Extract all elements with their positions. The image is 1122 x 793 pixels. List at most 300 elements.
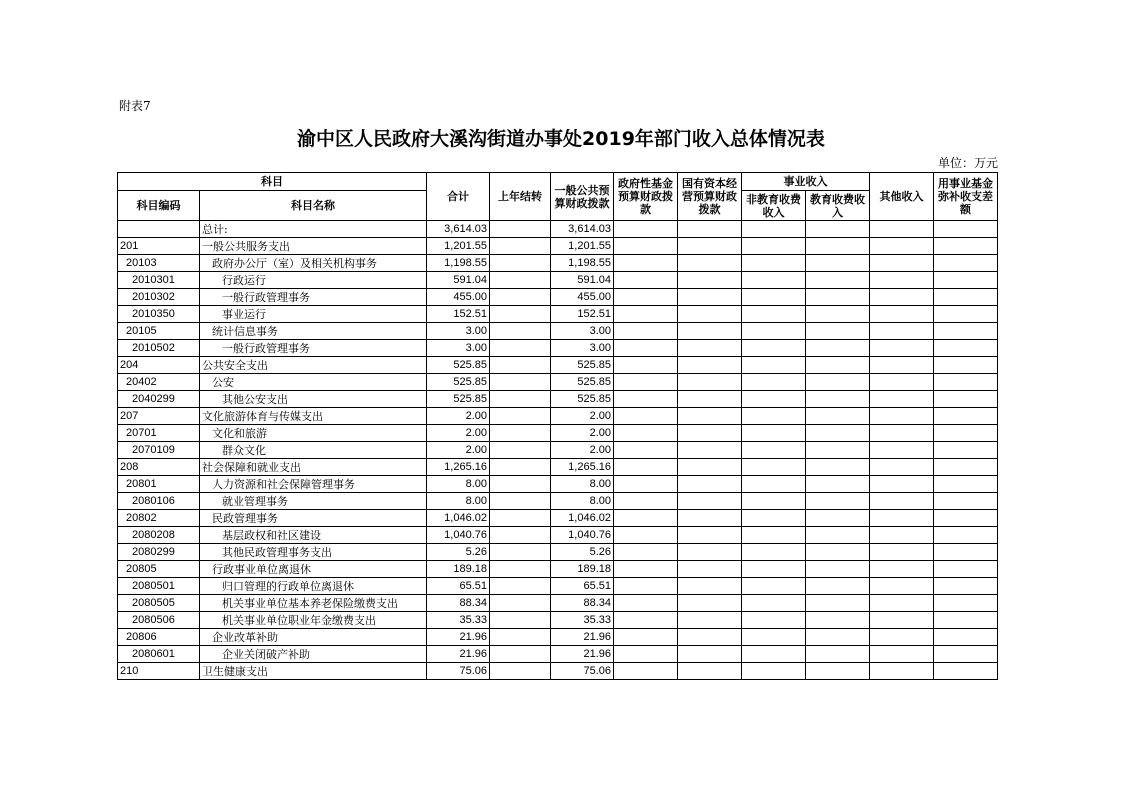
cell-general-budget: 525.85 [551, 391, 614, 408]
header-edu-fee: 教育收费收入 [806, 191, 870, 221]
table-row [118, 306, 998, 323]
cell-edu-fee [806, 561, 870, 578]
cell-total: 455.00 [427, 289, 490, 306]
cell-state-capital [678, 357, 742, 374]
cell-name: 一般行政管理事务 [200, 340, 427, 357]
cell-gov-fund [614, 493, 678, 510]
cell-state-capital [678, 527, 742, 544]
header-business-income: 事业收入 [742, 173, 870, 191]
cell-edu-fee [806, 306, 870, 323]
table-row [118, 629, 998, 646]
cell-non-edu-fee [742, 544, 806, 561]
cell-code: 20801 [118, 476, 200, 493]
cell-name: 社会保障和就业支出 [200, 459, 427, 476]
cell-edu-fee [806, 374, 870, 391]
cell-non-edu-fee [742, 629, 806, 646]
cell-edu-fee [806, 476, 870, 493]
cell-name: 就业管理事务 [200, 493, 427, 510]
cell-total: 1,046.02 [427, 510, 490, 527]
cell-state-capital [678, 459, 742, 476]
cell-general-budget: 525.85 [551, 374, 614, 391]
cell-non-edu-fee [742, 527, 806, 544]
cell-general-budget: 88.34 [551, 595, 614, 612]
cell-name: 机关事业单位基本养老保险缴费支出 [200, 595, 427, 612]
cell-general-budget: 591.04 [551, 272, 614, 289]
cell-non-edu-fee [742, 323, 806, 340]
cell-fund-balance [934, 221, 998, 238]
cell-non-edu-fee [742, 272, 806, 289]
cell-name: 公安 [200, 374, 427, 391]
cell-state-capital [678, 408, 742, 425]
table-body [118, 221, 998, 680]
cell-carryover [490, 578, 551, 595]
cell-other-income [870, 459, 934, 476]
cell-edu-fee [806, 408, 870, 425]
cell-other-income [870, 442, 934, 459]
cell-edu-fee [806, 340, 870, 357]
cell-gov-fund [614, 408, 678, 425]
cell-non-edu-fee [742, 289, 806, 306]
cell-code [118, 221, 200, 238]
table-row [118, 544, 998, 561]
header-fund-balance: 用事业基金弥补收支差额 [934, 173, 998, 221]
cell-edu-fee [806, 646, 870, 663]
cell-total: 152.51 [427, 306, 490, 323]
cell-gov-fund [614, 561, 678, 578]
cell-total: 1,201.55 [427, 238, 490, 255]
table-row [118, 340, 998, 357]
cell-code: 2040299 [118, 391, 200, 408]
cell-non-edu-fee [742, 510, 806, 527]
cell-edu-fee [806, 612, 870, 629]
cell-other-income [870, 578, 934, 595]
cell-state-capital [678, 221, 742, 238]
cell-carryover [490, 612, 551, 629]
cell-general-budget: 35.33 [551, 612, 614, 629]
cell-gov-fund [614, 272, 678, 289]
cell-total: 8.00 [427, 493, 490, 510]
cell-state-capital [678, 646, 742, 663]
page-title: 渝中区人民政府大溪沟街道办事处2019年部门收入总体情况表 [297, 128, 825, 150]
cell-name: 企业改革补助 [200, 629, 427, 646]
table-row [118, 612, 998, 629]
cell-total: 75.06 [427, 663, 490, 680]
cell-other-income [870, 595, 934, 612]
cell-total: 3,614.03 [427, 221, 490, 238]
cell-non-edu-fee [742, 306, 806, 323]
cell-code: 20806 [118, 629, 200, 646]
cell-non-edu-fee [742, 442, 806, 459]
cell-edu-fee [806, 459, 870, 476]
cell-total: 525.85 [427, 357, 490, 374]
cell-state-capital [678, 612, 742, 629]
cell-general-budget: 21.96 [551, 629, 614, 646]
cell-fund-balance [934, 357, 998, 374]
cell-total: 189.18 [427, 561, 490, 578]
cell-carryover [490, 221, 551, 238]
cell-carryover [490, 238, 551, 255]
cell-general-budget: 65.51 [551, 578, 614, 595]
cell-state-capital [678, 340, 742, 357]
cell-total: 2.00 [427, 425, 490, 442]
cell-general-budget: 189.18 [551, 561, 614, 578]
cell-other-income [870, 510, 934, 527]
cell-edu-fee [806, 442, 870, 459]
cell-fund-balance [934, 578, 998, 595]
cell-general-budget: 1,265.16 [551, 459, 614, 476]
cell-general-budget: 3.00 [551, 323, 614, 340]
cell-total: 1,198.55 [427, 255, 490, 272]
cell-gov-fund [614, 255, 678, 272]
cell-carryover [490, 306, 551, 323]
cell-code: 2080505 [118, 595, 200, 612]
header-general-budget: 一般公共预算财政拨款 [551, 173, 614, 221]
cell-non-edu-fee [742, 459, 806, 476]
cell-edu-fee [806, 578, 870, 595]
header-non-edu-fee: 非教育收费收入 [742, 191, 806, 221]
cell-state-capital [678, 544, 742, 561]
cell-non-edu-fee [742, 238, 806, 255]
cell-carryover [490, 544, 551, 561]
table-row [118, 221, 998, 238]
cell-edu-fee [806, 510, 870, 527]
cell-total: 591.04 [427, 272, 490, 289]
cell-edu-fee [806, 663, 870, 680]
cell-code: 207 [118, 408, 200, 425]
cell-code: 2010350 [118, 306, 200, 323]
cell-carryover [490, 408, 551, 425]
cell-non-edu-fee [742, 612, 806, 629]
cell-carryover [490, 629, 551, 646]
cell-other-income [870, 663, 934, 680]
cell-state-capital [678, 255, 742, 272]
cell-other-income [870, 408, 934, 425]
cell-state-capital [678, 323, 742, 340]
cell-state-capital [678, 289, 742, 306]
header-code: 科目编码 [118, 191, 200, 221]
cell-fund-balance [934, 442, 998, 459]
table-row [118, 323, 998, 340]
cell-name: 文化和旅游 [200, 425, 427, 442]
cell-general-budget: 2.00 [551, 442, 614, 459]
cell-state-capital [678, 238, 742, 255]
table-row [118, 459, 998, 476]
cell-name: 文化旅游体育与传媒支出 [200, 408, 427, 425]
cell-fund-balance [934, 595, 998, 612]
cell-code: 20103 [118, 255, 200, 272]
cell-carryover [490, 391, 551, 408]
cell-fund-balance [934, 374, 998, 391]
cell-carryover [490, 646, 551, 663]
cell-fund-balance [934, 408, 998, 425]
cell-gov-fund [614, 374, 678, 391]
cell-edu-fee [806, 323, 870, 340]
cell-total: 21.96 [427, 629, 490, 646]
cell-other-income [870, 238, 934, 255]
cell-fund-balance [934, 340, 998, 357]
cell-total: 525.85 [427, 374, 490, 391]
cell-non-edu-fee [742, 357, 806, 374]
cell-edu-fee [806, 629, 870, 646]
cell-gov-fund [614, 646, 678, 663]
cell-general-budget: 1,040.76 [551, 527, 614, 544]
cell-carryover [490, 510, 551, 527]
cell-gov-fund [614, 306, 678, 323]
cell-total: 21.96 [427, 646, 490, 663]
cell-other-income [870, 527, 934, 544]
cell-code: 2070109 [118, 442, 200, 459]
cell-gov-fund [614, 527, 678, 544]
cell-other-income [870, 391, 934, 408]
cell-non-edu-fee [742, 408, 806, 425]
cell-name: 人力资源和社会保障管理事务 [200, 476, 427, 493]
cell-fund-balance [934, 510, 998, 527]
cell-fund-balance [934, 272, 998, 289]
cell-fund-balance [934, 663, 998, 680]
cell-state-capital [678, 374, 742, 391]
cell-other-income [870, 340, 934, 357]
cell-carryover [490, 255, 551, 272]
cell-non-edu-fee [742, 340, 806, 357]
cell-name: 事业运行 [200, 306, 427, 323]
header-name: 科目名称 [200, 191, 427, 221]
table-header [118, 173, 998, 221]
cell-name: 一般公共服务支出 [200, 238, 427, 255]
cell-other-income [870, 255, 934, 272]
cell-code: 2080208 [118, 527, 200, 544]
cell-edu-fee [806, 493, 870, 510]
cell-edu-fee [806, 527, 870, 544]
cell-name: 其他民政管理事务支出 [200, 544, 427, 561]
header-subject: 科目 [118, 173, 427, 191]
cell-non-edu-fee [742, 255, 806, 272]
cell-state-capital [678, 595, 742, 612]
unit-label: 单位：万元 [937, 156, 998, 170]
cell-code: 20105 [118, 323, 200, 340]
cell-gov-fund [614, 357, 678, 374]
cell-other-income [870, 612, 934, 629]
cell-gov-fund [614, 238, 678, 255]
cell-state-capital [678, 391, 742, 408]
income-table [117, 172, 998, 680]
cell-total: 65.51 [427, 578, 490, 595]
cell-name: 企业关闭破产补助 [200, 646, 427, 663]
cell-code: 20402 [118, 374, 200, 391]
cell-carryover [490, 374, 551, 391]
table-row [118, 663, 998, 680]
cell-edu-fee [806, 221, 870, 238]
cell-fund-balance [934, 255, 998, 272]
table-row [118, 646, 998, 663]
cell-edu-fee [806, 255, 870, 272]
cell-carryover [490, 425, 551, 442]
cell-carryover [490, 323, 551, 340]
cell-state-capital [678, 629, 742, 646]
cell-general-budget: 5.26 [551, 544, 614, 561]
cell-code: 20802 [118, 510, 200, 527]
cell-non-edu-fee [742, 493, 806, 510]
cell-general-budget: 21.96 [551, 646, 614, 663]
cell-code: 2080106 [118, 493, 200, 510]
cell-total: 8.00 [427, 476, 490, 493]
cell-non-edu-fee [742, 476, 806, 493]
table-row [118, 442, 998, 459]
cell-gov-fund [614, 476, 678, 493]
cell-code: 2010502 [118, 340, 200, 357]
cell-other-income [870, 272, 934, 289]
cell-name: 行政运行 [200, 272, 427, 289]
cell-carryover [490, 493, 551, 510]
cell-total: 1,040.76 [427, 527, 490, 544]
cell-code: 210 [118, 663, 200, 680]
cell-non-edu-fee [742, 425, 806, 442]
table-row [118, 476, 998, 493]
cell-gov-fund [614, 221, 678, 238]
cell-gov-fund [614, 391, 678, 408]
cell-carryover [490, 663, 551, 680]
cell-fund-balance [934, 629, 998, 646]
cell-gov-fund [614, 459, 678, 476]
cell-carryover [490, 272, 551, 289]
cell-other-income [870, 561, 934, 578]
table-row [118, 527, 998, 544]
cell-name: 其他公安支出 [200, 391, 427, 408]
cell-non-edu-fee [742, 561, 806, 578]
cell-total: 3.00 [427, 323, 490, 340]
cell-general-budget: 3.00 [551, 340, 614, 357]
table-row [118, 493, 998, 510]
cell-name: 基层政权和社区建设 [200, 527, 427, 544]
cell-total: 88.34 [427, 595, 490, 612]
cell-name: 卫生健康支出 [200, 663, 427, 680]
cell-edu-fee [806, 272, 870, 289]
cell-state-capital [678, 663, 742, 680]
cell-fund-balance [934, 544, 998, 561]
cell-code: 2080299 [118, 544, 200, 561]
cell-general-budget: 3,614.03 [551, 221, 614, 238]
cell-gov-fund [614, 595, 678, 612]
cell-fund-balance [934, 238, 998, 255]
cell-fund-balance [934, 289, 998, 306]
cell-code: 201 [118, 238, 200, 255]
cell-gov-fund [614, 323, 678, 340]
header-other-income: 其他收入 [870, 173, 934, 221]
cell-name: 总计: [200, 221, 427, 238]
cell-fund-balance [934, 425, 998, 442]
cell-fund-balance [934, 476, 998, 493]
table-row [118, 408, 998, 425]
cell-fund-balance [934, 323, 998, 340]
cell-gov-fund [614, 289, 678, 306]
cell-general-budget: 2.00 [551, 425, 614, 442]
cell-code: 20701 [118, 425, 200, 442]
cell-gov-fund [614, 612, 678, 629]
cell-other-income [870, 357, 934, 374]
cell-non-edu-fee [742, 578, 806, 595]
cell-carryover [490, 340, 551, 357]
cell-name: 机关事业单位职业年金缴费支出 [200, 612, 427, 629]
cell-state-capital [678, 272, 742, 289]
cell-general-budget: 455.00 [551, 289, 614, 306]
cell-edu-fee [806, 425, 870, 442]
cell-carryover [490, 459, 551, 476]
cell-general-budget: 75.06 [551, 663, 614, 680]
cell-other-income [870, 629, 934, 646]
cell-gov-fund [614, 425, 678, 442]
cell-code: 2080501 [118, 578, 200, 595]
table-row [118, 238, 998, 255]
cell-name: 一般行政管理事务 [200, 289, 427, 306]
cell-name: 公共安全支出 [200, 357, 427, 374]
cell-code: 208 [118, 459, 200, 476]
cell-carryover [490, 527, 551, 544]
cell-name: 行政事业单位离退休 [200, 561, 427, 578]
cell-general-budget: 8.00 [551, 493, 614, 510]
cell-fund-balance [934, 306, 998, 323]
cell-general-budget: 525.85 [551, 357, 614, 374]
cell-other-income [870, 476, 934, 493]
cell-general-budget: 1,201.55 [551, 238, 614, 255]
cell-fund-balance [934, 612, 998, 629]
table-row [118, 595, 998, 612]
cell-total: 3.00 [427, 340, 490, 357]
cell-carryover [490, 561, 551, 578]
table-row [118, 357, 998, 374]
cell-total: 2.00 [427, 408, 490, 425]
cell-total: 1,265.16 [427, 459, 490, 476]
header-state-capital: 国有资本经营预算财政拨款 [678, 173, 742, 221]
cell-code: 2080601 [118, 646, 200, 663]
cell-code: 2010301 [118, 272, 200, 289]
table-row [118, 391, 998, 408]
cell-edu-fee [806, 595, 870, 612]
cell-fund-balance [934, 561, 998, 578]
cell-carryover [490, 476, 551, 493]
cell-gov-fund [614, 442, 678, 459]
table-row [118, 510, 998, 527]
cell-carryover [490, 289, 551, 306]
cell-carryover [490, 442, 551, 459]
cell-other-income [870, 289, 934, 306]
cell-non-edu-fee [742, 646, 806, 663]
cell-gov-fund [614, 510, 678, 527]
cell-state-capital [678, 561, 742, 578]
cell-state-capital [678, 578, 742, 595]
cell-total: 5.26 [427, 544, 490, 561]
cell-edu-fee [806, 544, 870, 561]
cell-non-edu-fee [742, 595, 806, 612]
cell-other-income [870, 493, 934, 510]
cell-general-budget: 1,198.55 [551, 255, 614, 272]
cell-other-income [870, 374, 934, 391]
cell-total: 35.33 [427, 612, 490, 629]
cell-other-income [870, 323, 934, 340]
cell-state-capital [678, 476, 742, 493]
cell-other-income [870, 646, 934, 663]
cell-general-budget: 1,046.02 [551, 510, 614, 527]
cell-name: 统计信息事务 [200, 323, 427, 340]
cell-edu-fee [806, 357, 870, 374]
cell-fund-balance [934, 527, 998, 544]
cell-fund-balance [934, 459, 998, 476]
cell-edu-fee [806, 391, 870, 408]
cell-non-edu-fee [742, 391, 806, 408]
table-row [118, 289, 998, 306]
cell-fund-balance [934, 646, 998, 663]
cell-general-budget: 2.00 [551, 408, 614, 425]
cell-name: 民政管理事务 [200, 510, 427, 527]
cell-non-edu-fee [742, 221, 806, 238]
